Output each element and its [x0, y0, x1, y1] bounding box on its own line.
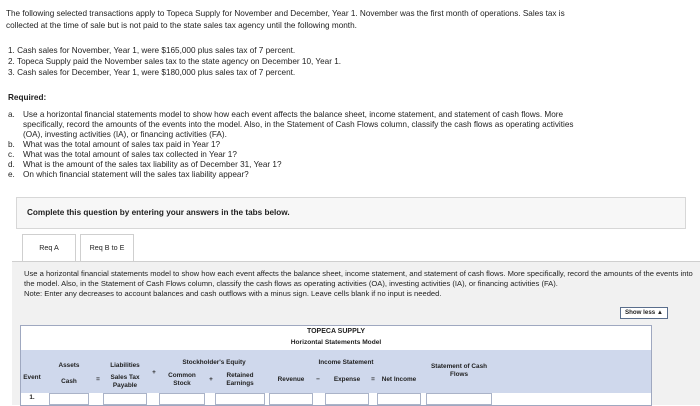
col-liabilities: Liabilities — [110, 362, 140, 369]
transaction-text: Topeca Supply paid the November sales tax to the state agency on December 10, Year 1. — [16, 57, 342, 66]
panel-note: Note: Enter any decreases to account balances and cash outflows with a minus sign. Leave cells blank if no input is needed. — [24, 289, 442, 298]
requirement-item — [8, 110, 578, 140]
show-less-button[interactable]: Show less ▲ — [620, 307, 668, 319]
requirement-letter: d. — [8, 160, 15, 169]
requirement-item — [8, 140, 578, 150]
transaction-text: Cash sales for November, Year 1, were $165,000 plus sales tax of 7 percent. — [17, 46, 296, 55]
col-sales-tax-payable: Sales Tax Payable — [110, 374, 140, 389]
requirement-text: What was the total amount of sales tax collected in Year 1? — [23, 150, 237, 159]
plus-sign: + — [152, 369, 156, 376]
horizontal-statements-model — [20, 325, 652, 406]
col-revenue: Revenue — [277, 376, 305, 383]
row-event-number: 1. — [29, 394, 35, 401]
equals-sign: = — [371, 376, 375, 383]
equals-sign: = — [96, 376, 100, 383]
col-statement-cash-flows: Statement of Cash Flows — [430, 363, 488, 378]
instructions-box — [16, 197, 686, 229]
col-expense: Expense — [333, 376, 361, 383]
plus-sign: + — [209, 376, 213, 383]
requirement-item — [8, 160, 578, 170]
requirement-letter: b. — [8, 140, 15, 149]
col-net-income: Net Income — [381, 376, 417, 383]
revenue-input[interactable] — [269, 393, 313, 405]
requirement-tabs — [22, 234, 138, 262]
complete-instruction: Complete this question by entering your answers in the tabs below. — [27, 208, 290, 217]
requirement-letter: e. — [8, 170, 15, 179]
requirement-text: What is the amount of the sales tax liability as of December 31, Year 1? — [23, 160, 282, 169]
transaction-number: 1. — [8, 46, 15, 55]
requirements-list — [8, 110, 578, 180]
expense-input[interactable] — [325, 393, 369, 405]
col-common-stock: Common Stock — [168, 372, 196, 387]
col-income-statement: Income Statement — [318, 359, 374, 366]
model-title: Horizontal Statements Model — [21, 339, 651, 346]
requirement-item — [8, 170, 578, 180]
cash-input[interactable] — [49, 393, 89, 405]
transaction-item — [8, 45, 341, 56]
net-income-input[interactable] — [377, 393, 421, 405]
minus-sign: − — [316, 376, 320, 383]
transaction-number: 3. — [8, 68, 15, 77]
tab-req-a[interactable]: Req A — [22, 234, 76, 262]
requirement-item — [8, 150, 578, 160]
requirement-letter: a. — [8, 110, 15, 119]
model-company: TOPECA SUPPLY — [21, 328, 651, 335]
panel-instruction-text: Use a horizontal financial statements model to show how each event affects the balance sheet, income statement, and statement of cash flows. More specifically, record the amounts of the events into the model. Also, in the Statement of Cash Flows column, classify the cash flows as operating activities (OA), investing activities (IA), or financing activities (FA). — [24, 269, 693, 288]
col-retained-earnings: Retained Earnings — [226, 372, 254, 387]
transaction-list — [8, 45, 341, 78]
transaction-item — [8, 56, 341, 67]
col-stockholders-equity: Stockholder's Equity — [182, 359, 246, 366]
col-cash: Cash — [61, 378, 77, 385]
transaction-text: Cash sales for December, Year 1, were $180,000 plus sales tax of 7 percent. — [17, 68, 296, 77]
cash-flow-input[interactable] — [426, 393, 492, 405]
col-assets: Assets — [58, 362, 80, 369]
requirement-text: On which financial statement will the sales tax liability appear? — [23, 170, 249, 179]
common-stock-input[interactable] — [159, 393, 205, 405]
panel-instructions — [24, 269, 700, 299]
sales-tax-payable-input[interactable] — [103, 393, 147, 405]
requirement-text: What was the total amount of sales tax paid in Year 1? — [23, 140, 221, 149]
transaction-item — [8, 67, 341, 78]
col-event: Event — [23, 374, 41, 381]
requirement-letter: c. — [8, 150, 15, 159]
intro-paragraph: The following selected transactions apply to Topeca Supply for November and December, Year 1. November was the first month of operations. Sales tax is collected at the time of sale but is not paid to the state sales tax agency until the following month. — [6, 9, 565, 30]
retained-earnings-input[interactable] — [215, 393, 265, 405]
required-heading: Required: — [8, 93, 47, 102]
requirement-text: Use a horizontal financial statements model to show how each event affects the balance sheet, income statement, and statement of cash flows. More specifically, record the amounts of the events into the model. Also, in the Statement of Cash Flows column, classify the cash flows as operating activities (OA), investing activities (IA), or financing activities (FA). — [23, 110, 574, 139]
tab-req-b-to-e[interactable]: Req B to E — [80, 234, 134, 262]
transaction-number: 2. — [8, 57, 15, 66]
